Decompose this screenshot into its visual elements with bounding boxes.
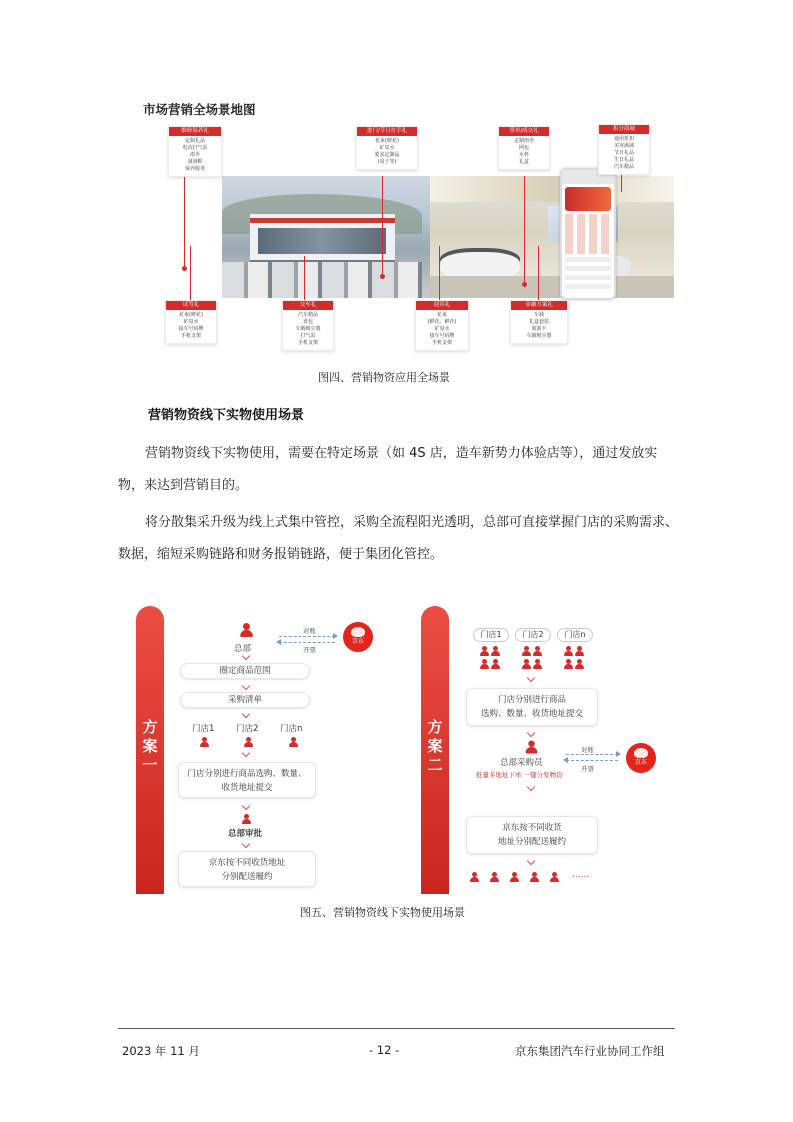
chevron-down-icon [527,783,535,791]
recipient-person-icon [510,872,519,882]
figure-4-caption: 图四、营销物资应用全场景 [318,371,450,384]
footer-organization: 京东集团汽车行业协同工作组 [515,1044,665,1058]
footer-page-number: - 12 - [369,1043,400,1057]
chevron-down-icon [242,749,250,757]
store-person-icon [575,646,584,656]
store-person-icon [491,646,500,656]
card-deal-gift: 签单/成交礼 定制雨伞 网包 水杯 礼盒 [498,126,550,170]
paragraph-2: 将分散集采升级为线上式集中管控，采购全流程阳光透明，总部可直接掌握门店的采购需求、数据，缩短采购链路和财务报销链路，便于集团化管控。 [118,515,679,562]
store-person-icon [533,659,542,669]
store-person-icon [289,737,298,747]
reconcile-arrow [566,754,618,755]
chevron-down-icon [242,840,250,848]
plan2-buyer-label: 总部采购员 [500,758,543,768]
store-person-icon [533,646,542,656]
store-person-icon [480,659,489,669]
figure-4-marketing-map [138,96,676,364]
store-person-icon [522,659,531,669]
card-entry-holiday-gift: 进门/节日存手礼 花束(鲜花) 矿泉水 要求定制品 (周子等) [356,126,418,170]
store-person-icon [480,646,489,656]
chevron-down-icon [242,682,250,690]
store-person-icon [564,646,573,656]
figure-5-caption: 图五、营销物资线下实物使用场景 [300,906,465,919]
footer-divider [118,1028,675,1029]
card-maintenance-gift: 维修保养礼 定制礼品 电动打气泵 雨伞 洞洞鞋 保养服务 [168,126,222,177]
plan1-hq-label: 总部 [234,644,252,654]
footer-date: 2023 年 11 月 [122,1044,200,1058]
section-title: 营销物资线下实物使用场景 [148,408,305,423]
figure-4-title: 市场营销全场景地图 [143,102,256,117]
card-delivery-gift: 交车礼 汽车精品 香包 车载吸尘器 打气泵 手机支架 [282,300,334,351]
plan1-approve-label: 总部审批 [228,829,263,839]
recipient-person-icon [530,872,539,882]
recipient-person-icon [550,872,559,882]
plan2-step-deliver: 京东按不同收货 地址分别配送履约 [466,816,598,854]
plan1-step-deliver: 京东按不同收货地址 分别配送履约 [178,851,316,887]
card-finance-gift: 金融方案礼 车载 礼盒套装 旅游卡 车载吸尘器 [510,300,568,344]
paragraph-1: 营销物资线下实物使用，需要在特定场景（如 4S 店，造车新势力体验店等），通过发放实物，来达到营销目的。 [118,446,658,493]
chevron-down-icon [242,710,250,718]
store-person-icon [575,659,584,669]
card-welcome-gift: 迎宾礼 花束 (鲜花、鲜花) 矿泉水 接车号码牌 手机支架 [415,300,469,351]
store-person-icon [564,659,573,669]
store-person-icon [522,646,531,656]
figure-5-flow-diagram: 方 案 一 总部 对账 开票 京东 圈定商品范围 采购清单 门店1 门店2 门店n 门店分别进行商品选购、数量、 收货地址提交 总部审批 京东按不同收货地址 分别配送履约 方 案 二 门店1 门店2 门店n 门店分别进行商品 选购、数量、收货地址提交 总部采购员 批量多地址下单 一键分发物资 对账 开票 京东 京东按不同收货 地址分别配送履约 …… [136,600,648,896]
store-person-icon [244,737,253,747]
chevron-down-icon [527,674,535,682]
jd-logo-icon: 京东 [343,622,373,652]
jd-logo-icon: 京东 [626,743,656,773]
plan1-step-submit: 门店分别进行商品选购、数量、 收货地址提交 [178,762,316,798]
plan-2-bar: 方 案 二 [421,606,449,894]
plan-1-bar: 方 案 一 [136,606,164,894]
approver-person-icon [242,814,251,824]
reconcile-arrow [279,636,335,637]
hq-person-icon [240,623,253,637]
recipient-person-icon [470,872,479,882]
store-person-icon [200,737,209,747]
store-person-icon [491,659,500,669]
plan1-step-scope: 圈定商品范围 [180,663,310,679]
chevron-down-icon [242,802,250,810]
card-points-mall: 积分商城 通用折扣 美容满减 节日礼品 生日礼品 汽车精品 [598,124,650,175]
buyer-person-icon [526,741,538,754]
invoice-arrow [279,642,335,643]
plan1-step-list: 采购清单 [180,692,310,708]
mall-app-screenshot [560,168,616,300]
plan2-step-submit: 门店分别进行商品 选购、数量、收货地址提交 [466,688,598,726]
recipient-person-icon [490,872,499,882]
chevron-down-icon [527,729,535,737]
invoice-arrow [566,760,618,761]
chevron-down-icon [527,857,535,865]
card-test-drive-gift: 试驾礼 花束(鲜花) 矿泉水 接车号码牌 手机支架 [165,300,217,344]
